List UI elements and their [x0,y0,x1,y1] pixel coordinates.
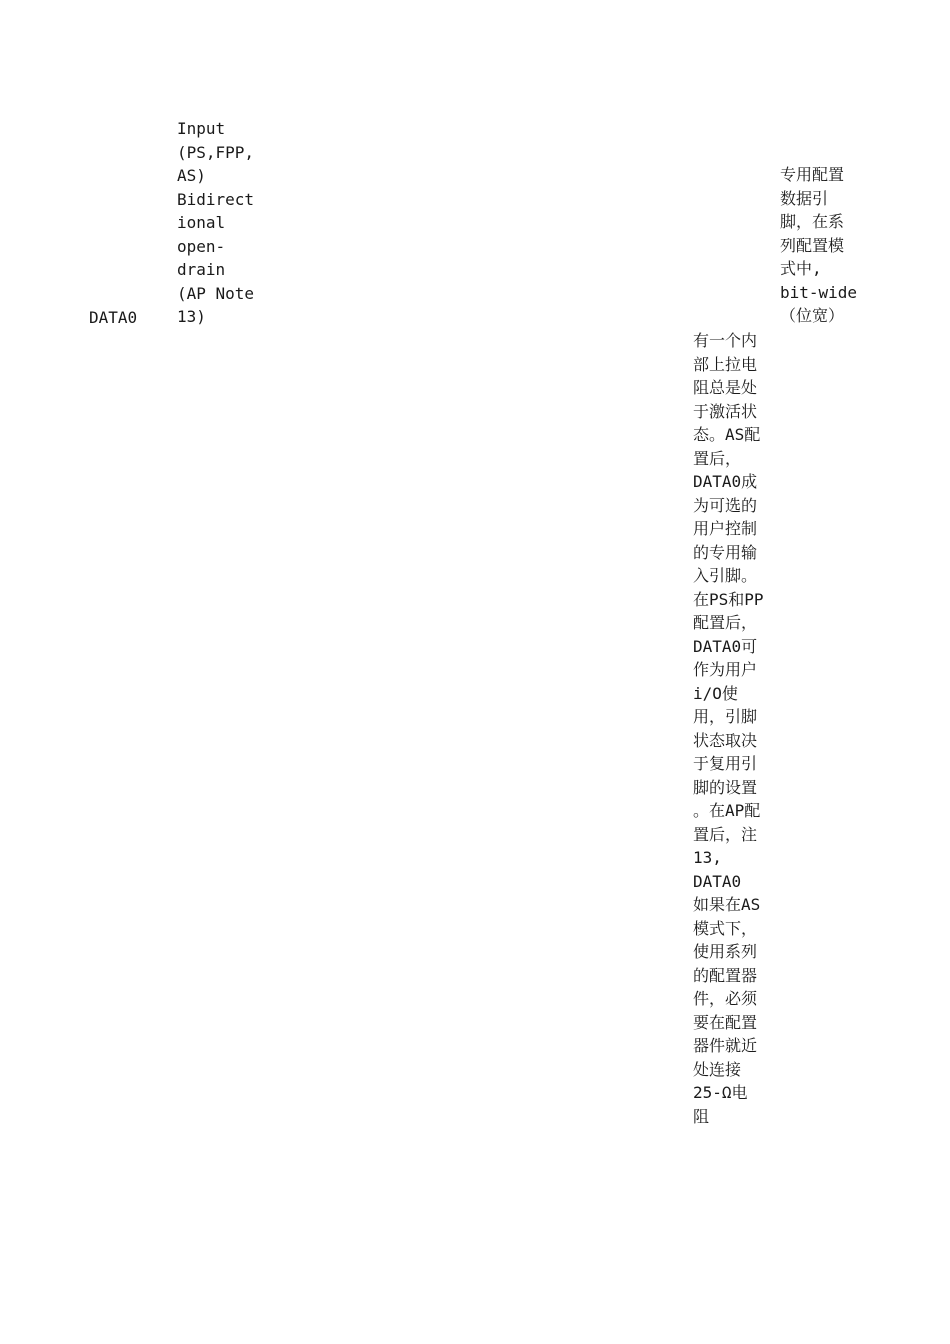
pin-description-head: 专用配置 数据引 脚，在系 列配置模 式中, bit-wide （位宽） [780,165,858,325]
pin-name-cell: DATA0 [89,308,138,327]
pin-type-cell: Input (PS,FPP, AS) Bidirect ional open- drain (AP Note 13) [177,119,255,326]
pin-description-body: 有一个内 部上拉电 阻总是处 于激活状 态。AS配 置后， DATA0成 为可选的 用户控制 的专用输 入引脚。 在PS和PP 配置后， DATA0可 作为用户 i/O使 用，引脚 状态取决 于复用引 脚的设置 。在AP配 置后，注 13, DATA0 如果在AS 模式下， 使用系列 的配置器 件，必须 要在配置 器件就近 处连接 25-Ω电 阻 [693,331,764,1126]
